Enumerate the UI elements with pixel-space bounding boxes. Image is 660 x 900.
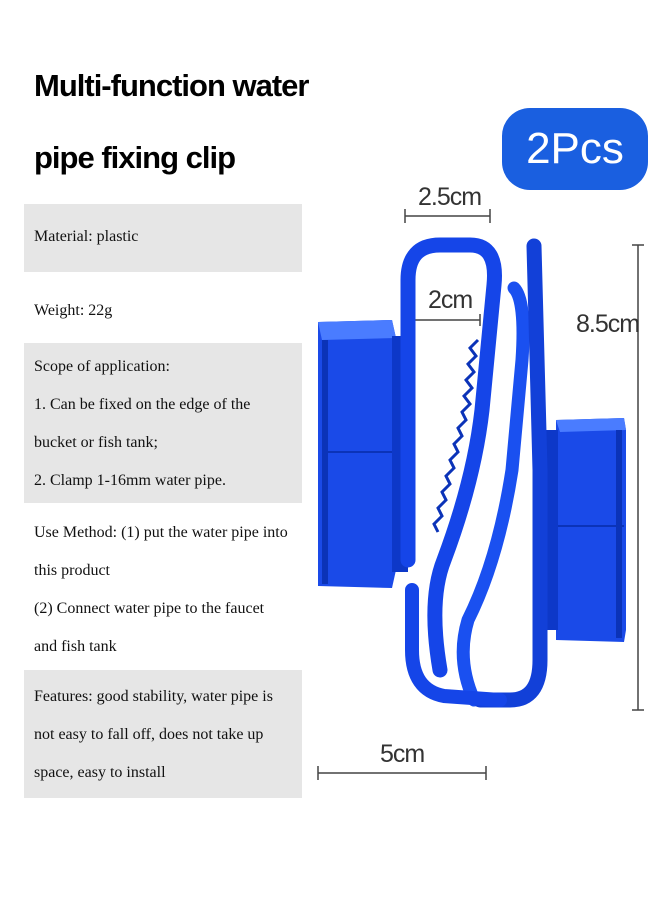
scope-line: 1. Can be fixed on the edge of the — [34, 396, 251, 413]
features-line: space, easy to install — [34, 764, 166, 781]
spec-weight-text: Weight: 22g — [34, 302, 113, 319]
right-clamp-block — [540, 418, 626, 642]
scope-line: 2. Clamp 1-16mm water pipe. — [34, 472, 226, 489]
spec-material-text: Material: plastic — [34, 228, 139, 245]
title-line-1: Multi-function water — [34, 68, 309, 103]
scope-line: Scope of application: — [34, 358, 170, 375]
method-line: this product — [34, 562, 110, 579]
features-line: Features: good stability, water pipe is — [34, 688, 273, 705]
features-line: not easy to fall off, does not take up — [34, 726, 264, 743]
method-line: and fish tank — [34, 638, 117, 655]
method-line: Use Method: (1) put the water pipe into — [34, 524, 288, 541]
quantity-badge: 2Pcs — [502, 108, 648, 190]
left-clamp-block — [318, 320, 408, 588]
dimension-bottom-width: 5cm — [380, 740, 425, 768]
dimension-top-width: 2.5cm — [418, 183, 482, 211]
scope-line: bucket or fish tank; — [34, 434, 158, 451]
dimension-inner-width: 2cm — [428, 286, 473, 314]
method-line: (2) Connect water pipe to the faucet — [34, 600, 265, 617]
dimension-height: 8.5cm — [576, 310, 640, 338]
title-line-2: pipe fixing clip — [34, 140, 236, 175]
